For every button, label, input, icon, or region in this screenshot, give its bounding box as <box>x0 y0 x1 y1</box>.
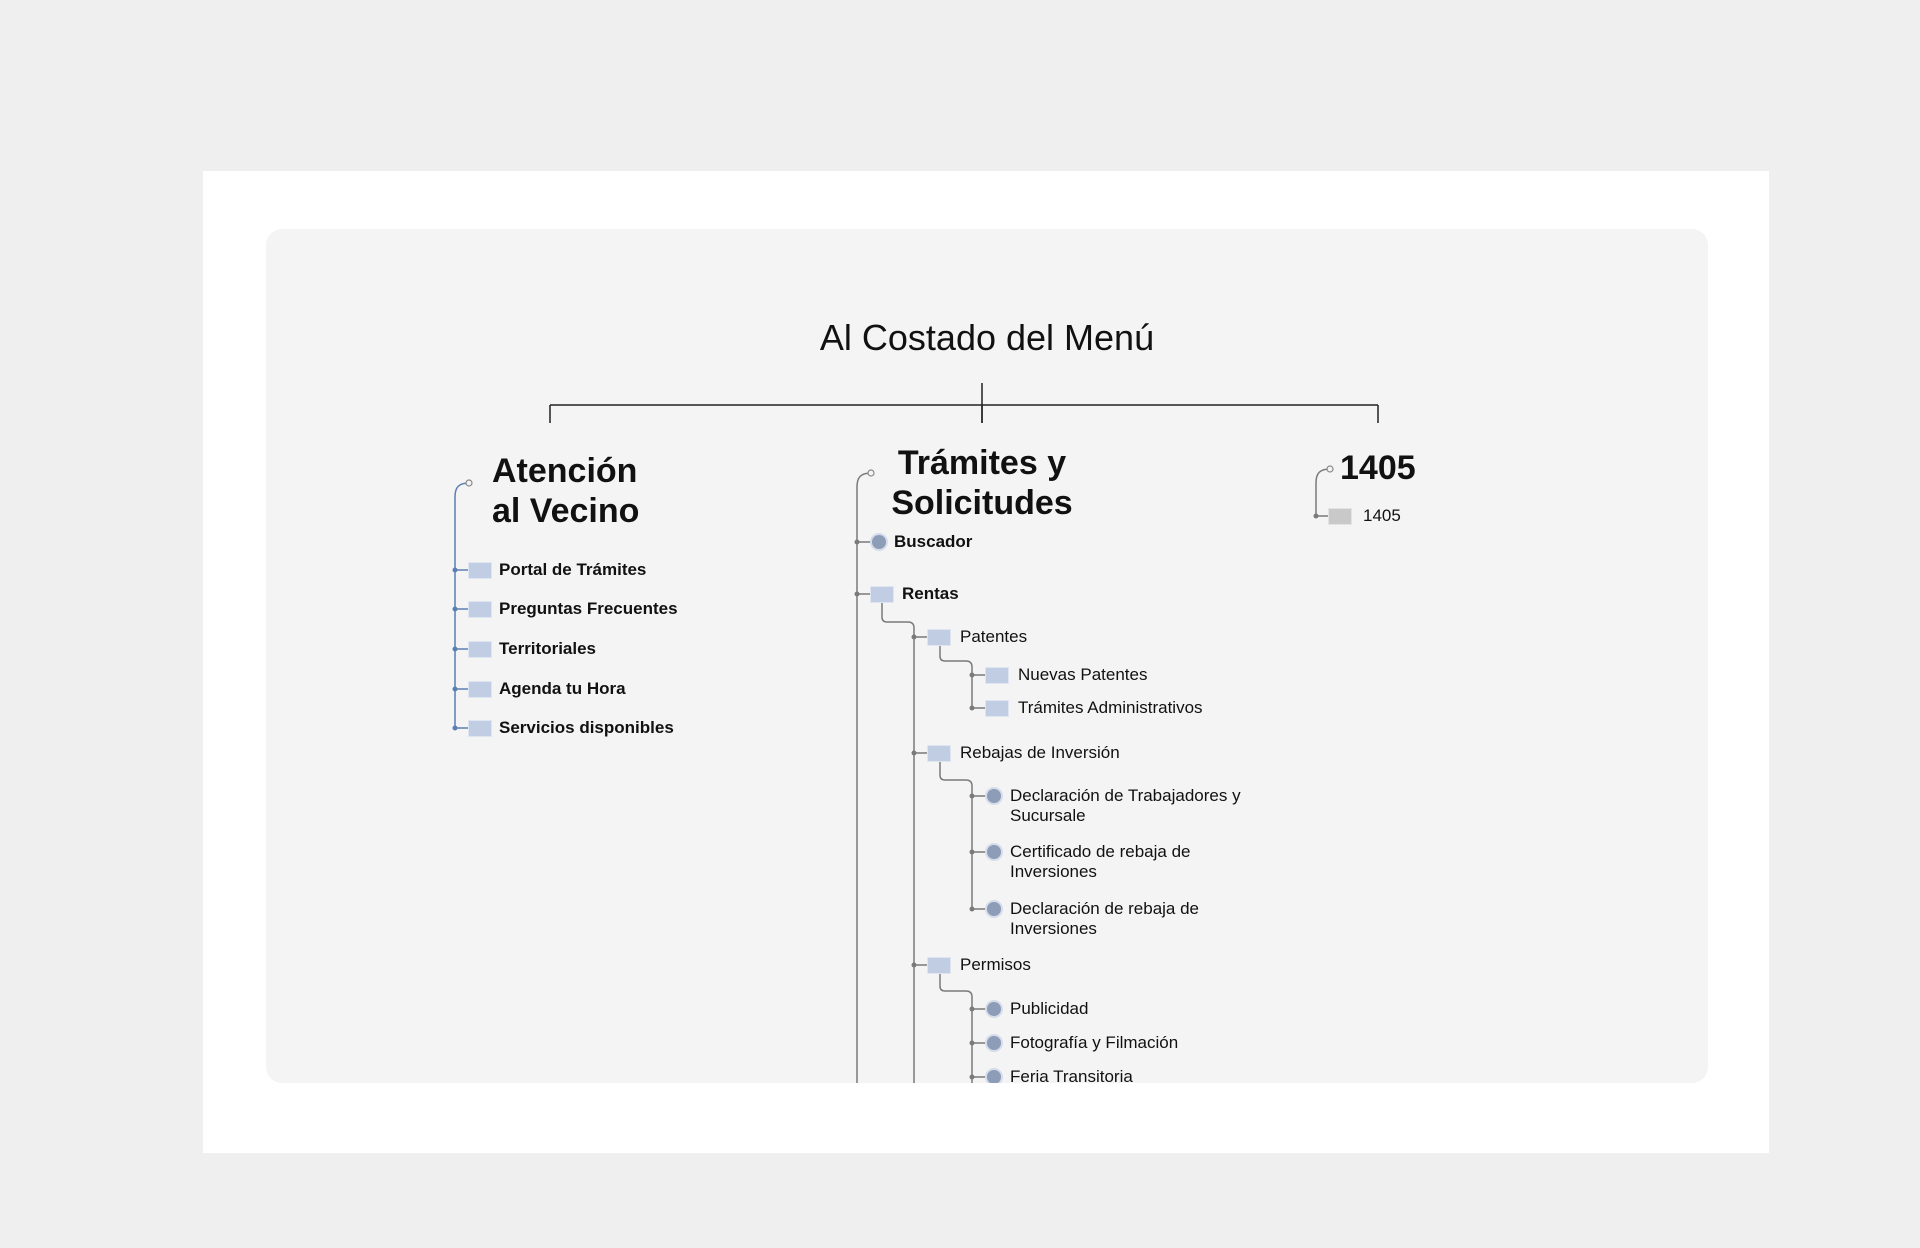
atencion-connectors <box>455 483 469 728</box>
atencion-item-servicios[interactable]: Servicios disponibles <box>499 718 674 737</box>
c1405-heading: 1405 <box>1340 449 1416 487</box>
rentas-patentes[interactable]: Patentes <box>960 627 1028 646</box>
c1405-item[interactable]: 1405 <box>1363 506 1401 525</box>
folder-icon <box>986 701 1008 716</box>
folder-icon <box>469 682 491 697</box>
patentes-nuevas[interactable]: Nuevas Patentes <box>1018 665 1148 684</box>
atencion-heading <box>492 451 639 531</box>
rebajas-certificado[interactable] <box>1010 842 1191 882</box>
atencion-item-portal[interactable]: Portal de Trámites <box>499 560 647 579</box>
folder-icon <box>469 642 491 657</box>
page-dot-icon <box>987 1070 1001 1083</box>
diagram-title: Al Costado del Menú <box>819 317 1155 358</box>
permisos-publicidad[interactable]: Publicidad <box>1010 999 1089 1018</box>
c1405-connectors <box>1316 469 1330 516</box>
folder-icon <box>469 563 491 578</box>
diagram-canvas <box>266 229 1708 1083</box>
top-bracket <box>550 383 1378 423</box>
page-dot-icon <box>987 1002 1001 1016</box>
tramites-heading-line2: Solicitudes <box>891 484 1073 522</box>
page-dot-icon <box>987 789 1001 803</box>
permisos-feria[interactable]: Feria Transitoria <box>1010 1067 1133 1083</box>
permisos-fotografia[interactable]: Fotografía y Filmación <box>1010 1033 1179 1052</box>
atencion-heading-line2: al Vecino <box>492 492 640 530</box>
rebajas-certificado-line2: Inversiones <box>1010 862 1097 881</box>
rebajas-declaracion-rebaja[interactable] <box>1010 899 1199 939</box>
folder-icon <box>928 630 950 645</box>
atencion-heading-line1: Atención <box>492 452 638 490</box>
atencion-item-territoriales[interactable]: Territoriales <box>499 639 597 658</box>
folder-icon <box>1329 509 1351 524</box>
rebajas-declaracion-rebaja-line1: Declaración de rebaja de <box>1010 899 1200 918</box>
rebajas-declaracion-trabajadores-line1: Declaración de Trabajadores y <box>1010 786 1241 805</box>
atencion-item-preguntas[interactable]: Preguntas Frecuentes <box>499 599 678 618</box>
page-dot-icon <box>987 845 1001 859</box>
page-dot-icon <box>872 535 886 549</box>
rebajas-certificado-line1: Certificado de rebaja de <box>1010 842 1191 861</box>
tramites-connectors <box>857 473 985 1083</box>
folder-icon <box>469 721 491 736</box>
rebajas-declaracion-rebaja-line2: Inversiones <box>1010 919 1097 938</box>
page-dot-icon <box>987 902 1001 916</box>
atencion-item-agenda[interactable]: Agenda tu Hora <box>499 679 626 698</box>
rentas-permisos[interactable]: Permisos <box>960 955 1031 974</box>
folder-icon <box>928 958 950 973</box>
tramites-buscador[interactable]: Buscador <box>894 532 973 551</box>
folder-icon <box>871 587 893 602</box>
page-dot-icon <box>987 1036 1001 1050</box>
folder-icon <box>986 668 1008 683</box>
tramites-heading-line1: Trámites y <box>897 444 1067 482</box>
tramites-heading <box>872 443 1092 523</box>
folder-icon <box>928 746 950 761</box>
rebajas-declaracion-trabajadores[interactable] <box>1010 786 1241 826</box>
rebajas-declaracion-trabajadores-line2: Sucursale <box>1010 806 1086 825</box>
folder-icon <box>469 602 491 617</box>
tramites-rentas[interactable]: Rentas <box>902 584 959 603</box>
rentas-rebajas[interactable]: Rebajas de Inversión <box>960 743 1120 762</box>
patentes-tramites-adm[interactable]: Trámites Administrativos <box>1018 698 1203 717</box>
